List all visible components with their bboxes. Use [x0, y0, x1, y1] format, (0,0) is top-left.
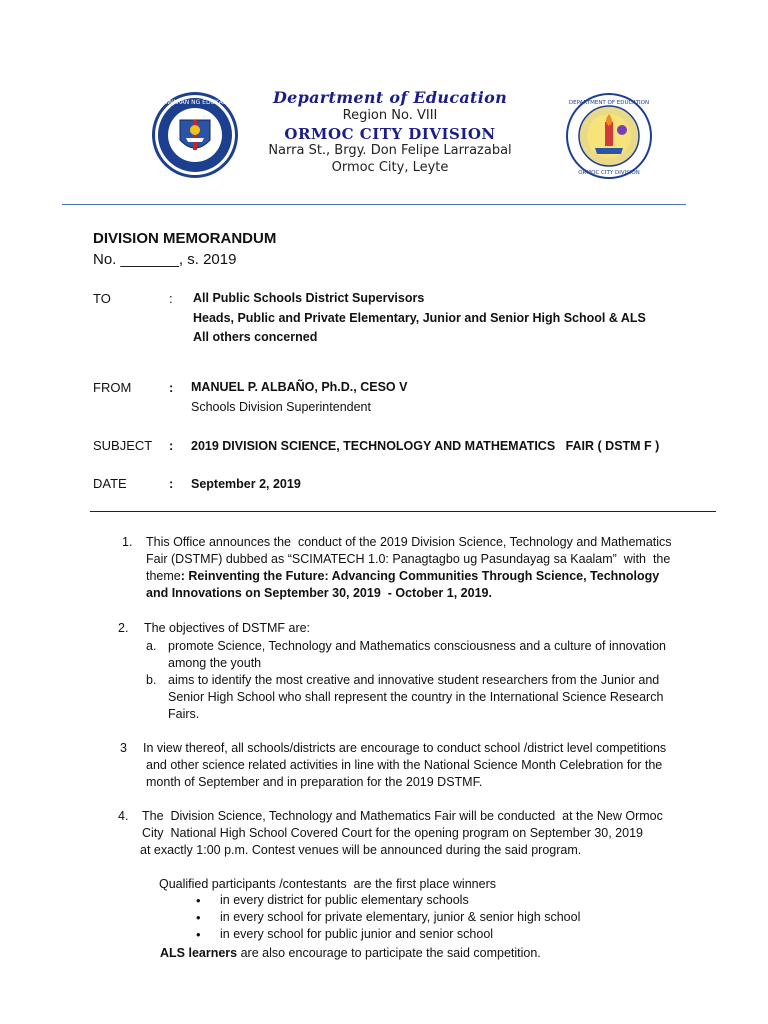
item-1-number: 1. — [122, 535, 133, 549]
item-3-line-1: In view thereof, all schools/districts are encourage to conduct school /district level competitions — [143, 741, 667, 755]
subject-label: SUBJECT — [93, 438, 153, 453]
from-name: MANUEL P. ALBAÑO, Ph.D., CESO V — [191, 380, 408, 394]
item-2-text: The objectives of DSTMF are: — [144, 621, 311, 635]
item-1-theme-bold: : Reinventing the Future: Advancing Communities Through Science, Technology — [180, 569, 660, 583]
qualified-list-item: • in every district for public elementary schools — [196, 892, 580, 909]
item-1-line-1: This Office announces the conduct of the 2019 Division Science, Technology and Mathematics — [146, 535, 672, 549]
header-divider — [62, 204, 686, 205]
item-4-line-1: The Division Science, Technology and Mathematics Fair will be conducted at the New Ormoc — [142, 809, 663, 823]
item-1-line-2: Fair (DSTMF) dubbed as “SCIMATECH 1.0: Panagtagbo ug Pasundayag sa Kaalam” with the — [146, 552, 671, 566]
from-colon: : — [169, 380, 174, 395]
address-line-2: Ormoc City, Leyte — [331, 160, 449, 175]
qualified-list — [196, 892, 580, 943]
item-2b-line-1: aims to identify the most creative and innovative student researchers from the Junior and — [168, 673, 660, 687]
to-line-1: All Public Schools District Supervisors — [193, 291, 425, 305]
memo-title: DIVISION MEMORANDUM — [93, 230, 277, 247]
item-2b-line-3: Fairs. — [168, 707, 200, 721]
division-name: ORMOC CITY DIVISION — [284, 125, 496, 143]
svg-text:DEPARTMENT OF EDUCATION: DEPARTMENT OF EDUCATION — [568, 100, 650, 106]
memo-number: No. _______, s. 2019 — [93, 251, 237, 268]
item-2a-letter: a. — [146, 639, 157, 653]
memo-header-divider — [90, 511, 716, 512]
item-2a-line-1: promote Science, Technology and Mathematics consciousness and a culture of innovation — [168, 639, 666, 653]
svg-text:KAGAWARAN NG EDUKASYON: KAGAWARAN NG EDUKASYON — [150, 99, 240, 106]
subject-colon: : — [169, 438, 174, 453]
date-label: DATE — [93, 476, 127, 491]
date-text: September 2, 2019 — [191, 477, 301, 491]
item-3-number: 3 — [120, 741, 127, 755]
address-line-1: Narra St., Brgy. Don Felipe Larrazabal — [268, 143, 512, 158]
item-2-number: 2. — [118, 621, 129, 635]
als-note — [160, 945, 541, 962]
item-2b-line-2: Senior High School who shall represent the country in the International Science Research — [168, 690, 664, 704]
als-learners-label: ALS learners — [160, 946, 238, 960]
item-2a-line-2: among the youth — [168, 656, 262, 670]
item-1-line-4: and Innovations on September 30, 2019 - October 1, 2019. — [146, 586, 492, 600]
region-name: Region No. VIII — [342, 108, 438, 123]
subject-text: 2019 DIVISION SCIENCE, TECHNOLOGY AND MATHEMATICS FAIR ( DSTM F ) — [191, 439, 660, 453]
qualified-list-item: • in every school for public junior and senior school — [196, 926, 580, 943]
item-2b-letter: b. — [146, 673, 157, 687]
to-line-3: All others concerned — [193, 330, 318, 344]
item-1-line-3 — [146, 568, 659, 585]
item-4-number: 4. — [118, 809, 129, 823]
from-label: FROM — [93, 380, 132, 395]
to-colon: : — [169, 291, 173, 306]
item-1-theme-word: theme — [146, 569, 181, 583]
division-seal-logo — [565, 92, 653, 180]
department-name: Department of Education — [272, 88, 508, 107]
qualified-participants-text: Qualified participants /contestants are the first place winners — [159, 877, 496, 891]
item-4-line-3: at exactly 1:00 p.m. Contest venues will be announced during the said program. — [140, 843, 582, 857]
item-3-line-2: and other science related activities in line with the National Science Month Celebration for the — [146, 758, 663, 772]
qualified-list-item: • in every school for private elementary, junior & senior high school — [196, 909, 580, 926]
svg-text:ORMOC CITY DIVISION: ORMOC CITY DIVISION — [578, 170, 640, 176]
item-3-line-3: month of September and in preparation for the 2019 DSTMF. — [146, 775, 483, 789]
to-line-2: Heads, Public and Private Elementary, Junior and Senior High School & ALS — [193, 311, 646, 325]
als-note-text: are also encourage to participate the said competition. — [237, 946, 541, 960]
date-colon: : — [169, 476, 174, 491]
from-title: Schools Division Superintendent — [191, 400, 371, 414]
item-4-line-2: City National High School Covered Court for the opening program on September 30, 2019 — [142, 826, 643, 840]
to-label: TO — [93, 291, 111, 306]
